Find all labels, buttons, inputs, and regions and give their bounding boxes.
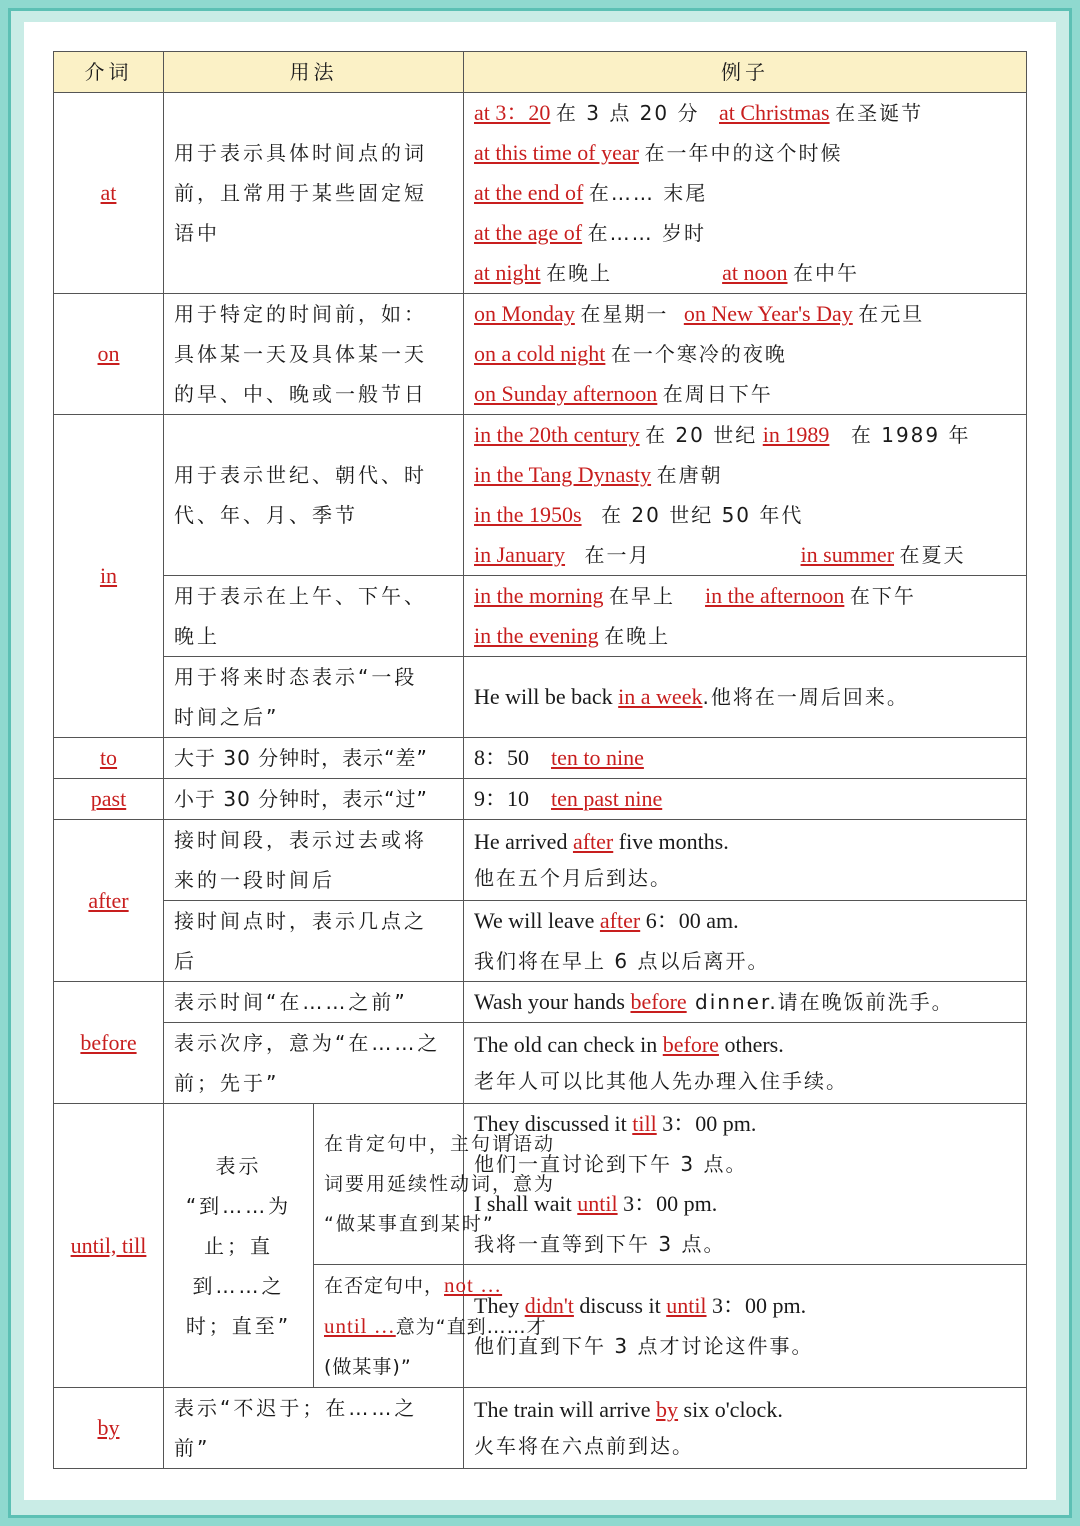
example-cn: 在周日下午 — [662, 382, 773, 406]
usage-line: “到……为 — [185, 1193, 292, 1218]
example-highlight: ten to nine — [551, 745, 644, 770]
row-to — [54, 738, 1027, 779]
example-cn: 在…… 岁时 — [587, 221, 706, 245]
usage-on — [164, 294, 464, 415]
row-in-3 — [54, 657, 1027, 738]
example-cn: 在早上 — [609, 584, 676, 608]
usage-line: 时间之后” — [174, 705, 280, 729]
example-en: on Monday — [474, 301, 575, 326]
usage-line: 前” — [174, 1436, 211, 1460]
examples-after-1 — [464, 820, 1027, 901]
usage-line: 表示 — [215, 1153, 262, 1178]
example-cn: 在下午 — [849, 584, 916, 608]
example-en: in the evening — [474, 623, 599, 648]
row-after-2 — [54, 901, 1027, 982]
prep-after: after — [54, 820, 164, 982]
row-until-1 — [54, 1104, 1027, 1265]
usage-line: 具体某一天及具体某一天 — [174, 342, 427, 366]
example-en: at this time of year — [474, 140, 639, 165]
examples-by — [464, 1388, 1027, 1469]
row-at — [54, 93, 1027, 294]
example-text: discuss it — [573, 1293, 667, 1318]
example-cn: 在唐朝 — [656, 463, 723, 487]
example-cn: 在 20 世纪 50 年代 — [601, 503, 804, 527]
usage-line: 在肯定句中，主句谓语动 — [324, 1133, 556, 1155]
prep-past: past — [54, 779, 164, 820]
prepositions-table — [53, 51, 1027, 1469]
example-cn: 在星期一 — [580, 302, 669, 326]
usage-after-1 — [164, 820, 464, 901]
usage-line: 时；直至” — [185, 1313, 292, 1338]
example-text: 3：00 pm. — [706, 1293, 807, 1318]
examples-until-1 — [464, 1104, 1027, 1265]
example-en: at night — [474, 260, 541, 285]
example-cn: 我们将在早上 6 点以后离开。 — [474, 949, 770, 973]
usage-line: 来的一段时间后 — [174, 868, 335, 892]
example-cn: 在元旦 — [858, 302, 925, 326]
example-cn: 在 1989 年 — [850, 423, 971, 447]
example-text: five months. — [613, 829, 729, 854]
example-highlight: after — [572, 829, 614, 854]
example-en: at Christmas — [719, 100, 830, 125]
row-before-2 — [54, 1023, 1027, 1104]
usage-line: 用于特定的时间前，如： — [174, 302, 427, 326]
usage-highlight: not … — [444, 1273, 503, 1297]
usage-line: 后 — [174, 949, 197, 973]
examples-before-1 — [464, 982, 1027, 1023]
example-highlight: before — [662, 1032, 719, 1057]
row-in-1 — [54, 415, 1027, 576]
examples-on — [464, 294, 1027, 415]
example-cn: 在 20 世纪 — [645, 423, 758, 447]
example-text: The train will arrive — [474, 1397, 657, 1422]
meaning-until — [164, 1104, 314, 1388]
examples-in-1 — [464, 415, 1027, 576]
prep-by: by — [54, 1388, 164, 1469]
example-en: in the afternoon — [705, 583, 845, 608]
example-text: 3：00 pm. — [656, 1111, 757, 1136]
usage-line: 用于表示具体时间点的词 — [174, 141, 427, 165]
row-before-1 — [54, 982, 1027, 1023]
example-en: in the morning — [474, 583, 604, 608]
prep-until: until, till — [54, 1104, 164, 1388]
example-en: at the age of — [474, 220, 583, 245]
example-text: We will leave — [474, 908, 600, 933]
header-usage: 用法 — [164, 52, 464, 93]
example-text: .他将在一周后回来。 — [702, 685, 909, 709]
usage-before-2 — [164, 1023, 464, 1104]
prep-to: to — [54, 738, 164, 779]
example-en: on New Year's Day — [683, 301, 853, 326]
example-text: He arrived — [474, 829, 573, 854]
usage-line: 的早、中、晚或一般节日 — [174, 382, 427, 406]
example-time: 8：50 — [474, 745, 530, 770]
prep-on: on — [54, 294, 164, 415]
example-highlight: until — [577, 1191, 618, 1216]
examples-in-2 — [464, 576, 1027, 657]
example-highlight: ten past nine — [551, 786, 663, 811]
example-en: in summer — [800, 542, 895, 567]
example-cn: 在中午 — [793, 261, 859, 285]
example-cn: 火车将在六点前到达。 — [474, 1434, 694, 1458]
examples-past — [464, 779, 1027, 820]
usage-line: 用于将来时态表示“一段 — [174, 665, 418, 689]
usage-in-1 — [164, 415, 464, 576]
header-prep: 介词 — [54, 52, 164, 93]
usage-line: 表示次序，意为“在……之 — [174, 1031, 441, 1055]
usage-in-3 — [164, 657, 464, 738]
example-cn: 他在五个月后到达。 — [474, 866, 672, 890]
example-highlight: didn't — [524, 1293, 574, 1318]
example-en: in the 20th century — [474, 422, 640, 447]
example-en: in January — [474, 542, 566, 567]
example-highlight: after — [599, 908, 641, 933]
example-text: They — [474, 1293, 525, 1318]
example-text: others. — [718, 1032, 784, 1057]
row-on — [54, 294, 1027, 415]
example-text: six o'clock. — [678, 1397, 783, 1422]
usage-line: 到……之 — [192, 1273, 285, 1298]
example-cn: 我将一直等到下午 3 点。 — [474, 1232, 726, 1256]
examples-before-2 — [464, 1023, 1027, 1104]
example-en: in the Tang Dynasty — [474, 462, 652, 487]
example-en: on Sunday afternoon — [474, 381, 658, 406]
usage-line: 用于表示在上午、下午、 — [174, 584, 427, 608]
examples-until-2 — [464, 1265, 1027, 1388]
header-examples: 例子 — [464, 52, 1027, 93]
usage-by — [164, 1388, 464, 1469]
example-time: 9：10 — [474, 786, 530, 811]
row-after-1 — [54, 820, 1027, 901]
usage-text: 意为“直到……才 — [395, 1316, 547, 1338]
usage-in-2 — [164, 576, 464, 657]
example-en: at 3：20 — [474, 100, 551, 125]
usage-line: 代、年、月、季节 — [174, 503, 358, 527]
row-by — [54, 1388, 1027, 1469]
example-text: I shall wait — [474, 1191, 578, 1216]
example-cn: 在晚上 — [604, 624, 671, 648]
usage-line: 接时间段，表示过去或将 — [174, 828, 427, 852]
usage-line: 词要用延续性动词，意为 — [324, 1173, 556, 1195]
example-highlight: until — [666, 1293, 707, 1318]
usage-text: 在否定句中， — [324, 1275, 445, 1297]
example-text: Wash your hands — [474, 989, 631, 1014]
prep-before: before — [54, 982, 164, 1104]
usage-line: 前，且常用于某些固定短 — [174, 181, 427, 205]
usage-line: 表示“不迟于；在……之 — [174, 1396, 418, 1420]
example-cn: 在夏天 — [899, 543, 966, 567]
usage-to: 大于 30 分钟时，表示“差” — [164, 738, 464, 779]
example-text: The old can check in — [474, 1032, 663, 1057]
prep-at: at — [54, 93, 164, 294]
usage-past: 小于 30 分钟时，表示“过” — [164, 779, 464, 820]
header-row — [54, 52, 1027, 93]
example-cn: 老年人可以比其他人先办理入住手续。 — [474, 1069, 848, 1093]
example-cn: 他们一直讨论到下午 3 点。 — [474, 1152, 748, 1176]
example-cn: 在…… 末尾 — [588, 181, 708, 205]
example-en: at noon — [722, 260, 788, 285]
usage-line: 前；先于” — [174, 1071, 280, 1095]
example-cn: 在一个寒冷的夜晚 — [610, 342, 787, 366]
examples-at — [464, 93, 1027, 294]
example-cn: 在晚上 — [546, 261, 613, 285]
example-highlight: before — [630, 989, 687, 1014]
example-cn: 在一月 — [584, 543, 651, 567]
example-en: in 1989 — [762, 422, 830, 447]
example-en: in the 1950s — [474, 502, 582, 527]
example-cn: 在一年中的这个时候 — [644, 141, 843, 165]
usage-highlight: until … — [324, 1314, 396, 1338]
usage-before-1: 表示时间“在……之前” — [164, 982, 464, 1023]
usage-line: 语中 — [174, 221, 220, 245]
example-text: dinner.请在晚饭前洗手。 — [686, 990, 954, 1014]
examples-to — [464, 738, 1027, 779]
example-highlight: in a week — [618, 684, 703, 709]
row-in-2 — [54, 576, 1027, 657]
example-cn: 他们直到下午 3 点才讨论这件事。 — [474, 1334, 814, 1358]
usage-after-2 — [164, 901, 464, 982]
example-cn: 在 3 点 20 分 — [555, 101, 700, 125]
row-past — [54, 779, 1027, 820]
example-cn: 在圣诞节 — [835, 101, 924, 125]
usage-line: 晚上 — [174, 624, 220, 648]
example-en: on a cold night — [474, 341, 606, 366]
example-en: at the end of — [474, 180, 584, 205]
usage-line: 止；直 — [204, 1233, 273, 1258]
usage-line: (做某事)” — [324, 1356, 412, 1378]
prep-in: in — [54, 415, 164, 738]
usage-line: 接时间点时，表示几点之 — [174, 909, 427, 933]
example-text: He will be back — [474, 684, 619, 709]
usage-line: 用于表示世纪、朝代、时 — [174, 463, 427, 487]
usage-at — [164, 93, 464, 294]
example-text: 6：00 am. — [640, 908, 739, 933]
examples-in-3 — [464, 657, 1027, 738]
examples-after-2 — [464, 901, 1027, 982]
example-highlight: by — [656, 1397, 679, 1422]
example-text: They discussed it — [474, 1111, 633, 1136]
usage-line: “做某事直到某时” — [324, 1213, 495, 1235]
example-text: 3：00 pm. — [617, 1191, 718, 1216]
example-highlight: till — [632, 1111, 657, 1136]
